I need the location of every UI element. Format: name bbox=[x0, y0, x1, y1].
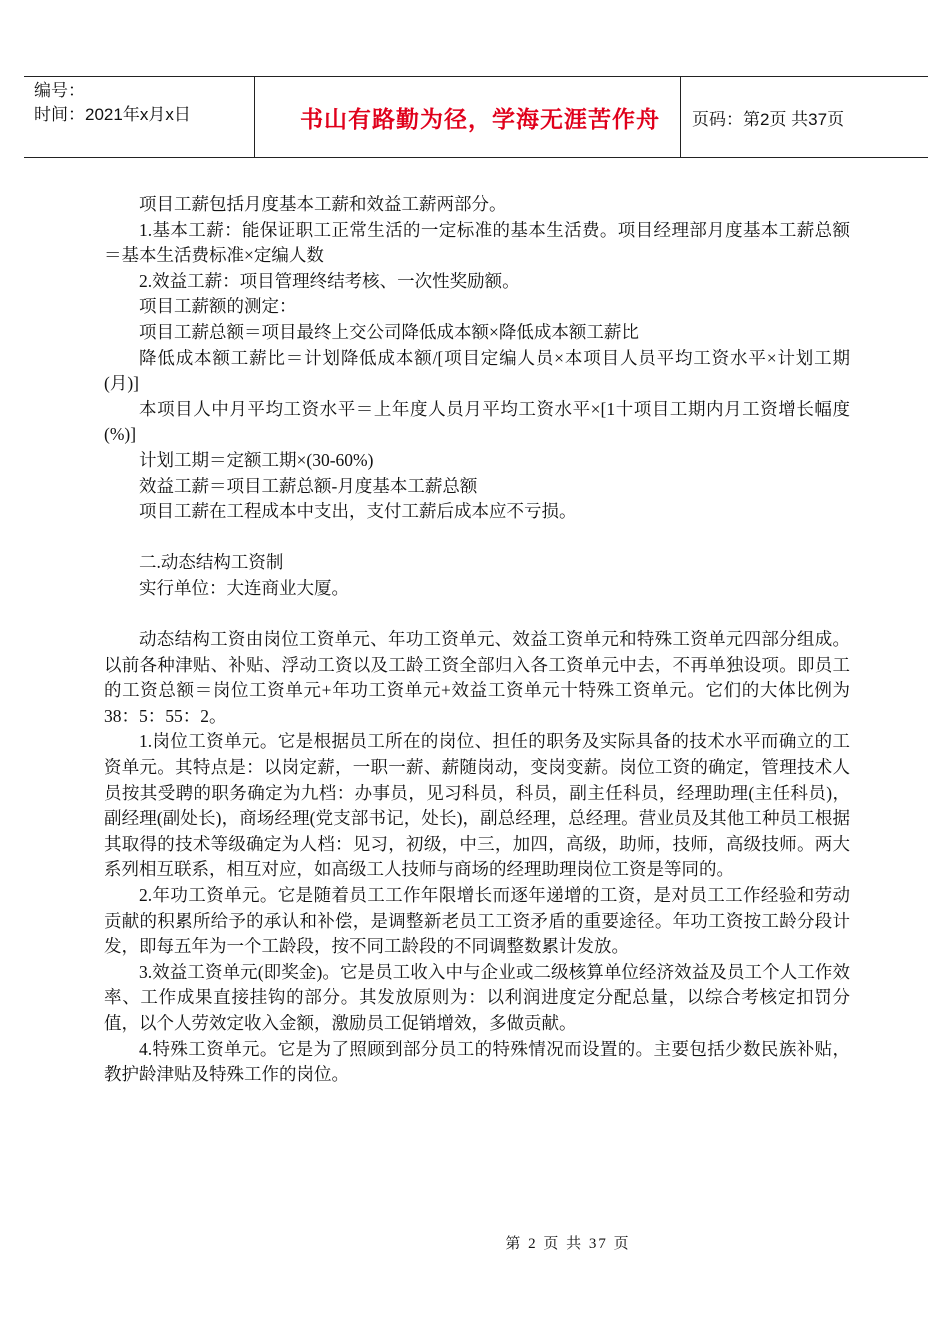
header-divider bbox=[680, 77, 681, 157]
page-footer: 第 2 页 共 37 页 bbox=[505, 1236, 631, 1252]
paragraph: 降低成本额工薪比＝计划降低成本额/[项目定编人员×本项目人员平均工资水平×计划工期(月)] bbox=[104, 347, 850, 394]
section-heading: 二.动态结构工资制 bbox=[139, 552, 284, 573]
paragraph: 项目工薪在工程成本中支出，支付工薪后成本应不亏损。 bbox=[139, 501, 577, 522]
paragraph: 1.岗位工资单元。它是根据员工所在的岗位、担任的职务及实际具备的技术水平而确立的工资单元。其特点是：以岗定薪，一职一薪、薪随岗动，变岗变薪。岗位工资的确定，管理技术人员按其受聘的职务确定为九档：办事员，见习科员，科员，副主任科员，经理助理(主任科员)，副经理(副处长)，商场经理(党支部书记，处长)，副总经理，总经理。营业员及其他工种员工根据其取得的技术等级确定为人档：见习，初级，中三，加四，高级，助师，技师，高级技师。两大系列相互联系，相互对应，如高级工人技师与商场的经理助理岗位工资是等同的。 bbox=[104, 731, 850, 880]
paragraph: 项目工薪额的测定： bbox=[139, 296, 297, 317]
paragraph: 4.特殊工资单元。它是为了照顾到部分员工的特殊情况而设置的。主要包括少数民族补贴，教护龄津贴及特殊工作的岗位。 bbox=[104, 1038, 850, 1085]
paragraph: 项目工薪包括月度基本工薪和效益工薪两部分。 bbox=[139, 194, 507, 214]
document-number-label: 编号： bbox=[34, 81, 85, 100]
paragraph: 计划工期＝定额工期×(30-60%) bbox=[139, 449, 374, 470]
header-meta bbox=[34, 79, 254, 127]
paragraph: 1.基本工薪：能保证职工正常生活的一定标准的基本生活费。项目经理部月度基本工薪总额＝基本生活费标准×定编人数 bbox=[104, 219, 850, 266]
paragraph: 实行单位：大连商业大厦。 bbox=[139, 577, 349, 598]
page-header bbox=[24, 76, 928, 158]
header-motto: 书山有路勤为径，学海无涯苦作舟 bbox=[300, 106, 660, 133]
paragraph: 2.年功工资单元。它是随着员工工作年限增长而逐年递增的工资，是对员工工作经验和劳动贡献的积累所给予的承认和补偿，是调整新老员工工资矛盾的重要途径。年功工资按工龄分段计发，即每五年为一个工龄段，按不同工龄段的不同调整数累计发放。 bbox=[104, 885, 850, 957]
paragraph: 项目工薪总额＝项目最终上交公司降低成本额×降低成本额工薪比 bbox=[139, 321, 639, 342]
header-page-info: 页码：第2页 共37页 bbox=[692, 109, 845, 129]
paragraph: 2.效益工薪：项目管理终结考核、一次性奖励额。 bbox=[139, 270, 520, 291]
paragraph: 本项目人中月平均工资水平＝上年度人员月平均工资水平×[1十项目工期内月工资增长幅度(%)] bbox=[104, 398, 850, 445]
document-time-label: 时间：2021年x月x日 bbox=[34, 105, 191, 124]
document-body bbox=[104, 192, 850, 1088]
paragraph: 3.效益工资单元(即奖金)。它是员工收入中与企业或二级核算单位经济效益及员工个人工作效率、工作成果直接挂钩的部分。其发放原则为：以利润进度定分配总量，以综合考核定扣罚分值，以个人劳效定收入金额，激励员工促销增效，多做贡献。 bbox=[104, 961, 850, 1033]
paragraph: 效益工薪＝项目工薪总额-月度基本工薪总额 bbox=[139, 475, 478, 496]
paragraph: 动态结构工资由岗位工资单元、年功工资单元、效益工资单元和特殊工资单元四部分组成。以前各种津贴、补贴、浮动工资以及工龄工资全部归入各工资单元中去，不再单独设项。即员工的工资总额＝岗位工资单元+年功工资单元+效益工资单元十特殊工资单元。它们的大体比例为38：5：55：2。 bbox=[104, 629, 850, 726]
